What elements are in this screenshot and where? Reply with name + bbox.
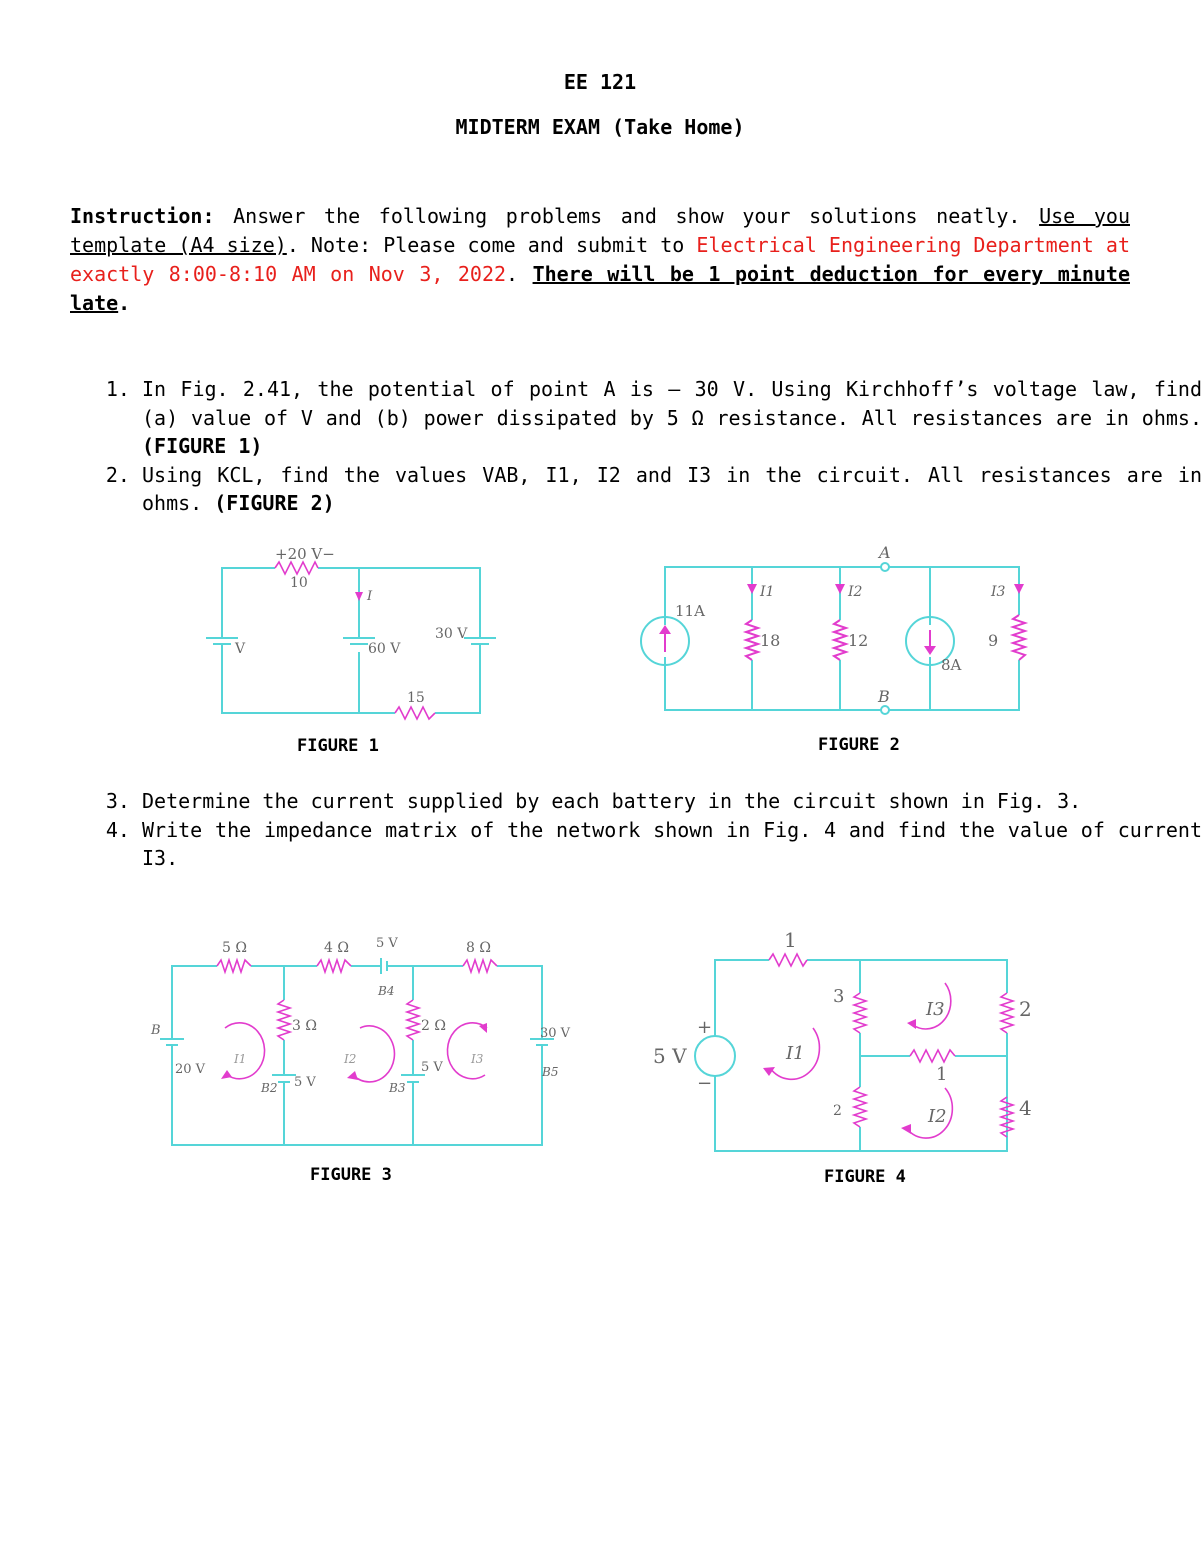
- deadline-text: Electrical Engineering Department at exactly 8:00-8:10 AM on Nov 3, 2022: [70, 233, 1130, 286]
- figure-3-caption: FIGURE 3: [310, 1165, 392, 1185]
- fig4-i2-label: I2: [928, 1106, 947, 1127]
- course-code: EE 121: [563, 70, 637, 94]
- fig3-r4-label: 4 Ω: [324, 940, 349, 956]
- problem-3: [142, 787, 1202, 816]
- figure-4-circuit: [645, 925, 1045, 1160]
- fig3-v-mid2-label: 5 V: [421, 1060, 443, 1075]
- figure-2-caption: FIGURE 2: [818, 735, 900, 755]
- fig2-source-11a: 11A: [675, 602, 705, 620]
- problem-2: [142, 461, 1202, 518]
- problem-list-1: [70, 375, 1202, 518]
- fig3-r3-label: 3 Ω: [292, 1018, 317, 1034]
- fig2-i3-label: I3: [991, 584, 1006, 600]
- fig2-i2-label: I2: [848, 584, 863, 600]
- fig4-r4-label: 4: [1019, 1096, 1032, 1120]
- problem-4: [142, 816, 1202, 873]
- fig3-r8-label: 8 Ω: [466, 940, 491, 956]
- separator-text: .: [506, 262, 533, 286]
- fig1-current-label: I: [367, 589, 373, 604]
- fig2-source-8a: 8A: [941, 656, 962, 674]
- instruction-label: Instruction:: [70, 204, 215, 228]
- exam-title: MIDTERM EXAM (Take Home): [455, 115, 745, 139]
- fig2-r18-label: 18: [760, 631, 781, 650]
- figure-3-circuit: [145, 930, 571, 1155]
- fig4-minus-label: −: [697, 1073, 713, 1094]
- penalty-end: .: [118, 291, 131, 315]
- instruction-paragraph: [70, 202, 1130, 318]
- fig1-v-mid-label: 60 V: [368, 641, 401, 657]
- fig1-v-right-label: 30 V: [435, 626, 468, 642]
- fig3-v-mid1-label: 5 V: [294, 1075, 316, 1090]
- fig1-r-bottom-label: 15: [407, 690, 425, 706]
- fig2-node-a: A: [879, 543, 891, 562]
- fig3-b3-label: B3: [389, 1081, 406, 1095]
- problem-1-text: In Fig. 2.41, the potential of point A is – 30 V. Using Kirchhoff’s voltage law, find (a) value of V and (b) power dissipated by 5 Ω resistance. All resistances are in ohms.: [142, 377, 1202, 430]
- fig3-i3-label: I3: [471, 1052, 484, 1066]
- instruction-text: Answer the following problems and show your solutions neatly.: [214, 204, 1040, 228]
- figure-1-caption: FIGURE 1: [297, 736, 379, 756]
- fig3-b-label: B: [151, 1023, 161, 1038]
- fig3-v-left-label: 20 V: [175, 1062, 206, 1077]
- problem-4-text: Write the impedance matrix of the network shown in Fig. 4 and find the value of current I3.: [142, 817, 1202, 870]
- fig4-r2-right-label: 2: [1019, 997, 1032, 1021]
- fig4-i3-label: I3: [926, 999, 945, 1020]
- note-text: . Note: Please come and submit to: [286, 233, 697, 257]
- penalty-text: There will be 1 point deduction for every minute late: [70, 262, 1130, 315]
- fig4-r2-label: 2: [833, 1103, 842, 1119]
- problem-1-figure-ref: (FIGURE 1): [142, 434, 263, 458]
- fig3-r5-label: 5 Ω: [222, 940, 247, 956]
- fig4-plus-label: +: [697, 1017, 713, 1038]
- template-text: Use you template (A4 size): [70, 204, 1130, 257]
- problem-1: [142, 375, 1202, 461]
- figure-1-circuit: [195, 540, 515, 725]
- fig1-v-left-label: V: [235, 641, 246, 657]
- figure-4-caption: FIGURE 4: [824, 1167, 906, 1187]
- fig3-v-right-label: 30 V: [540, 1026, 571, 1041]
- fig2-r9-label: 9: [988, 631, 999, 650]
- problem-list-2: [70, 787, 1202, 873]
- fig3-i1-label: I1: [234, 1052, 247, 1066]
- fig3-i2-label: I2: [344, 1052, 357, 1066]
- fig4-r3-label: 3: [833, 986, 845, 1007]
- fig1-r-top-label: 10: [290, 575, 308, 591]
- fig4-r-mid-label: 1: [936, 1064, 948, 1085]
- fig2-r12-label: 12: [848, 631, 869, 650]
- fig3-b5-label: B5: [542, 1065, 559, 1079]
- problem-2-figure-ref: (FIGURE 2): [214, 491, 335, 515]
- fig3-b4-label: B4: [378, 984, 395, 998]
- problem-2-text: Using KCL, find the values VAB, I1, I2 and I3 in the circuit. All resistances are in ohms.: [142, 462, 1202, 515]
- fig2-node-b: B: [878, 687, 890, 706]
- fig2-i1-label: I1: [760, 584, 775, 600]
- fig3-r2-label: 2 Ω: [421, 1018, 446, 1034]
- fig4-r-top-label: 1: [784, 928, 797, 952]
- figure-2-circuit: [635, 540, 1040, 725]
- fig4-i1-label: I1: [786, 1043, 805, 1064]
- problem-3-text: Determine the current supplied by each battery in the circuit shown in Fig. 3.: [142, 789, 1082, 813]
- fig4-source-label: 5 V: [653, 1044, 687, 1068]
- fig1-source-label: +20 V−: [275, 545, 335, 563]
- fig3-b2-label: B2: [261, 1081, 278, 1095]
- fig3-v-top-label: 5 V: [376, 936, 398, 951]
